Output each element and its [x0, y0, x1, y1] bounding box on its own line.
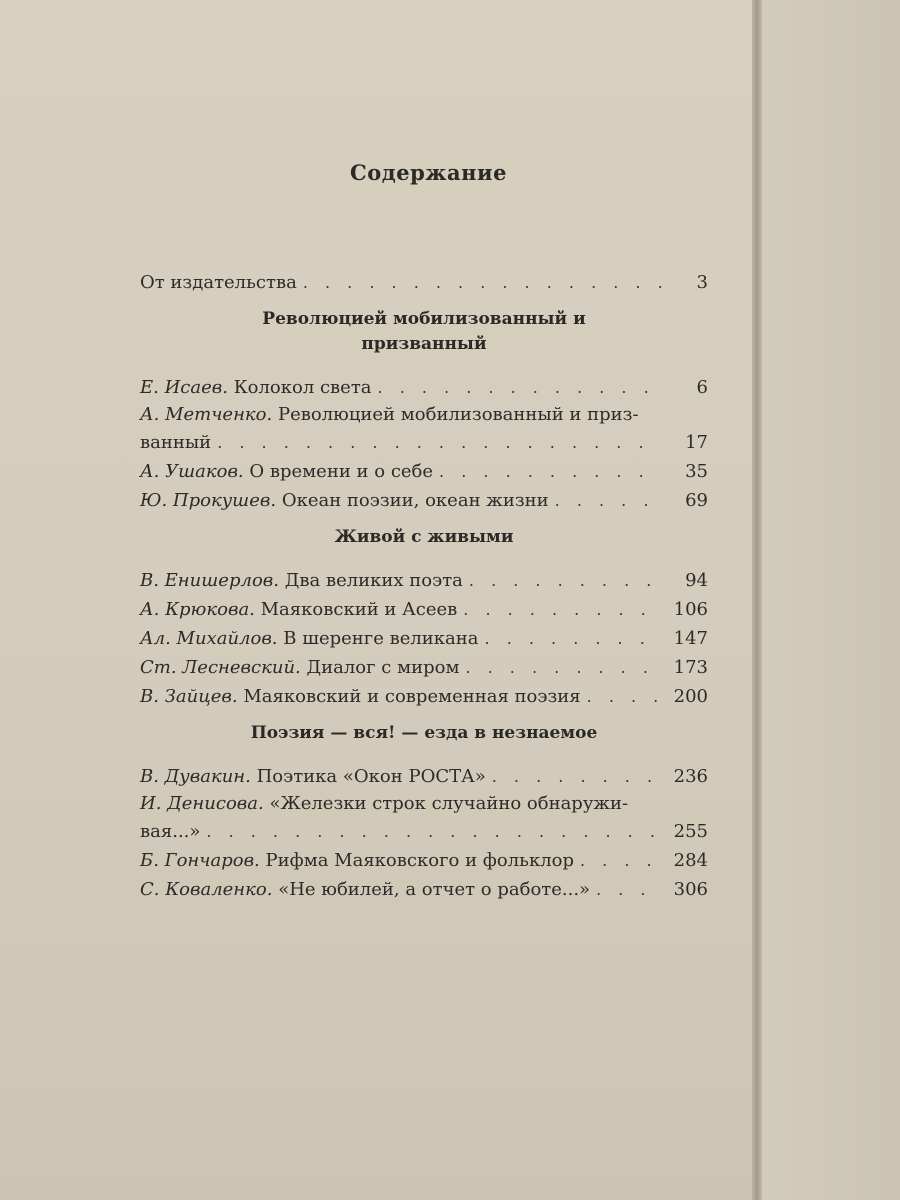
dot-leader [469, 566, 662, 595]
entry-author: Е. Исаев. [140, 377, 228, 398]
entry-author: Ю. Прокушев. [140, 490, 277, 511]
dot-leader [587, 682, 662, 711]
section-heading-2: Живой с живыми [334, 527, 514, 547]
dot-leader [303, 268, 662, 297]
dot-leader [463, 595, 662, 624]
entry-author: А. Крюкова. [140, 599, 255, 620]
page-number: 35 [685, 461, 708, 482]
toc-entry [140, 373, 708, 402]
entry-title: Революцией мобилизованный и приз- [277, 404, 639, 425]
page-number: 173 [673, 657, 708, 678]
page-number: 3 [696, 272, 708, 293]
entry-author: В. Дувакин. [140, 766, 251, 787]
entry-title: В шеренге великана [283, 628, 479, 649]
toc-entry [140, 624, 708, 653]
entry-title: Океан поэзии, океан жизни [281, 490, 549, 511]
page-number: 6 [696, 377, 708, 398]
toc-entry [140, 762, 708, 791]
entry-title: Маяковский и Асеев [260, 599, 458, 620]
entry-author: Ст. Лесневский. [140, 657, 301, 678]
entry-title: «Не юбилей, а отчет о работе...» [278, 879, 591, 900]
entry-author: С. Коваленко. [140, 879, 273, 900]
entry-title: Два великих поэта [284, 570, 463, 591]
page-title: Содержание [350, 160, 507, 185]
table-of-contents [140, 268, 708, 904]
toc-entry [140, 653, 708, 682]
dot-leader [492, 762, 662, 791]
page-number: 17 [685, 432, 708, 453]
dot-leader [555, 486, 662, 515]
dot-leader [465, 653, 662, 682]
page-number: 106 [673, 599, 708, 620]
toc-entry [140, 566, 708, 595]
toc-entry [140, 402, 708, 428]
entry-author: Б. Гончаров. [140, 850, 260, 871]
entry-author: В. Зайцев. [140, 686, 238, 707]
entry-title: Рифма Маяковского и фольклор [265, 850, 574, 871]
entry-title: О времени и о себе [249, 461, 434, 482]
entry-title-continued: ванный [140, 432, 212, 453]
entry-author: А. Метченко. [140, 404, 273, 425]
dot-leader [439, 457, 662, 486]
page-number: 306 [673, 879, 708, 900]
entry-title: Колокол света [233, 377, 372, 398]
page-number: 236 [673, 766, 708, 787]
page-number: 255 [673, 821, 708, 842]
entry-author: В. Енишерлов. [140, 570, 279, 591]
toc-entry [140, 846, 708, 875]
toc-entry [140, 791, 708, 817]
section-heading-1: Революцией мобилизованный и призванный [262, 309, 586, 354]
dot-leader [580, 846, 662, 875]
dot-leader [596, 875, 662, 904]
toc-entry [140, 595, 708, 624]
dot-leader [485, 624, 662, 653]
entry-title: Диалог с миром [306, 657, 460, 678]
toc-entry [140, 682, 708, 711]
entry-title: Маяковский и современная поэзия [243, 686, 581, 707]
entry-title: «Железки строк случайно обнаружи- [269, 793, 629, 814]
entry-title-continued: вая...» [140, 821, 201, 842]
entry-author: А. Ушаков. [140, 461, 244, 482]
dot-leader [378, 373, 662, 402]
page-number: 69 [685, 490, 708, 511]
toc-entry [140, 486, 708, 515]
toc-entry [140, 875, 708, 904]
toc-entry [140, 457, 708, 486]
dot-leader [206, 817, 662, 846]
section-heading-3: Поэзия — вся! — езда в незнаемое [250, 723, 598, 743]
entry-title: От издательства [140, 272, 297, 293]
toc-entry-continuation [140, 817, 708, 846]
page-number: 147 [673, 628, 708, 649]
entry-author: Ал. Михайлов. [140, 628, 278, 649]
page-number: 94 [685, 570, 708, 591]
toc-entry-continuation [140, 428, 708, 457]
entry-author: И. Денисова. [140, 793, 264, 814]
dot-leader [217, 428, 662, 457]
page-number: 284 [673, 850, 708, 871]
page-number: 200 [673, 686, 708, 707]
entry-title: Поэтика «Окон РОСТА» [256, 766, 486, 787]
toc-entry-preface [140, 268, 708, 297]
